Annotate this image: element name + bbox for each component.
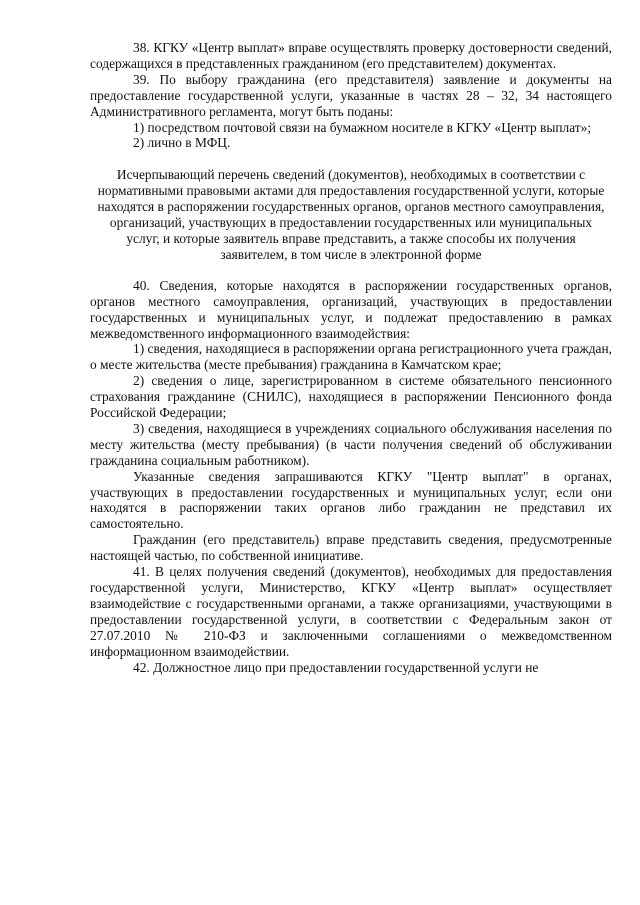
paragraph-38: 38. КГКУ «Центр выплат» вправе осуществлять проверку достоверности сведений, содержащихся в представленных гражданином (его представителем) документах. [90, 40, 612, 71]
paragraph-39-item-1: 1) посредством почтовой связи на бумажном носителе в КГКУ «Центр выплат»; [133, 119, 592, 135]
paragraph-40: 40. Сведения, которые находятся в распоряжении государственных органов, органов местного самоуправления, организаций, участвующих в предоставлении государственных и муниципальных услуг, и подлежат предоставлению в рамках межведомственного информационного взаимодействия: [90, 277, 612, 341]
paragraph-citizen-right: Гражданин (его представитель) вправе представить сведения, предусмотренные настоящей частью, по собственной инициативе. [90, 532, 612, 564]
spacer [90, 151, 612, 167]
paragraph-42: 42. Должностное лицо при предоставлении государственной услуги не [133, 659, 539, 675]
spacer [90, 263, 612, 278]
document-page [90, 40, 612, 675]
paragraph-requested-info: Указанные сведения запрашиваются КГКУ "Центр выплат" в органах, участвующих в предоставлении государственных и муниципальных услуг, если они находятся в распоряжении таких органов либо гражданин не представил их самостоятельно. [90, 468, 612, 532]
section-heading: Исчерпывающий перечень сведений (документов), необходимых в соответствии с нормативными правовыми актами для предоставления государственной услуги, которые находятся в распоряжении государственных органов, органов местного самоуправления, организаций, участвующих в предоставлении государственных или муниципальных услуг, и которые заявитель вправе представить, а также способы их получения заявителем, в том числе в электронной форме [97, 167, 605, 262]
paragraph-41: 41. В целях получения сведений (документов), необходимых для предоставления государственной услуги, Министерство, КГКУ «Центр выплат» осуществляет взаимодействие с государственными органами, а также организациями, участвующими в предоставлении государственной услуги, в соответствии с Федеральным закон от 27.07.2010 № 210-ФЗ и заключенными соглашениями о межведомственном информационном взаимодействии. [90, 564, 612, 659]
paragraph-39-item-2: 2) лично в МФЦ. [133, 135, 231, 151]
paragraph-39: 39. По выбору гражданина (его представителя) заявление и документы на предоставление государственной услуги, указанные в частях 28 – 32, 34 настоящего Административного регламента, могут быть поданы: [90, 71, 612, 119]
paragraph-40-item-2: 2) сведения о лице, зарегистрированном в системе обязательного пенсионного страхования гражданине (СНИЛС), находящиеся в распоряжении Пенсионного фонда Российской Федерации; [90, 373, 612, 421]
paragraph-40-item-3: 3) сведения, находящиеся в учреждениях социального обслуживания населения по месту жительства (месту пребывания) (в части получения сведений об обслуживании гражданина социальным работником). [90, 420, 612, 468]
paragraph-40-item-1: 1) сведения, находящиеся в распоряжении органа регистрационного учета граждан, о месте жительства (месте пребывания) гражданина в Камчатском крае; [90, 341, 612, 373]
